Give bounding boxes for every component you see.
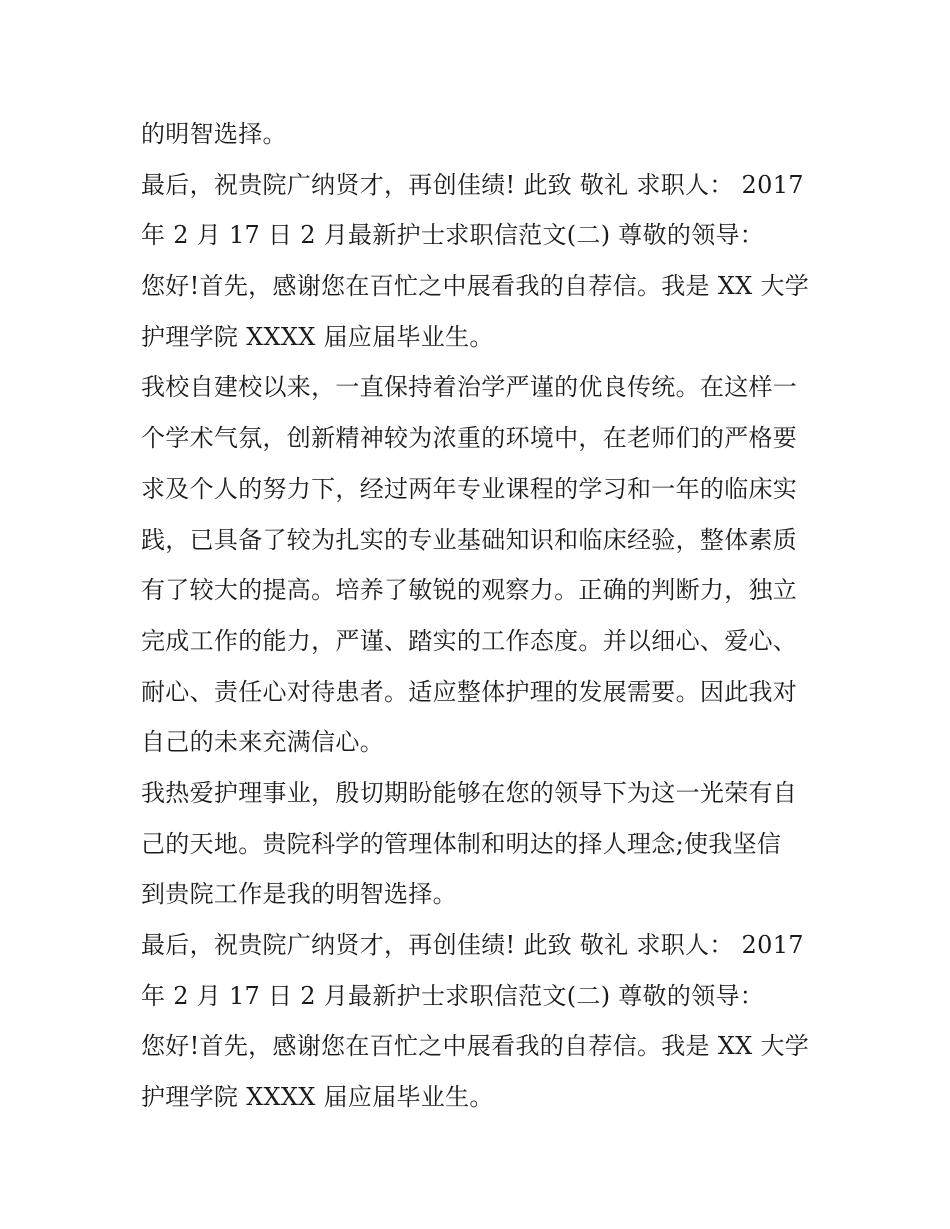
text-line: 己的天地。贵院科学的管理体制和明达的择人理念;使我坚信: [141, 829, 782, 858]
text-line: 护理学院 XXXX 届应届毕业生。: [141, 1083, 494, 1112]
text-line: 个学术气氛，创新精神较为浓重的环境中，在老师们的严格要: [141, 424, 798, 453]
text-line: 有了较大的提高。培养了敏锐的观察力。正确的判断力，独立: [141, 576, 798, 605]
text-line: 践，已具备了较为扎实的专业基础知识和临床经验，整体素质: [141, 525, 798, 554]
text-line: 您好!首先，感谢您在百忙之中展看我的自荐信。我是 XX 大学: [141, 1032, 810, 1061]
text-line: 最后，祝贵院广纳贤才，再创佳绩! 此致 敬礼 求职人： 2017: [141, 170, 804, 199]
text-line: 的明智选择。: [141, 120, 287, 148]
text-line: 我热爱护理事业，殷切期盼能够在您的领导下为这一光荣有自: [141, 778, 798, 807]
text-line: 完成工作的能力，严谨、踏实的工作态度。并以细心、爱心、: [141, 626, 798, 655]
document-body: [141, 109, 821, 1123]
text-line: 年 2 月 17 日 2 月最新护士求职信范文(二) 尊敬的领导：: [141, 221, 765, 250]
text-line: 您好!首先，感谢您在百忙之中展看我的自荐信。我是 XX 大学: [141, 272, 810, 301]
text-line: 求及个人的努力下，经过两年专业课程的学习和一年的临床实: [141, 474, 798, 503]
text-line: 耐心、责任心对待患者。适应整体护理的发展需要。因此我对: [141, 677, 798, 706]
text-line: 年 2 月 17 日 2 月最新护士求职信范文(二) 尊敬的领导：: [141, 981, 765, 1010]
text-line: 最后，祝贵院广纳贤才，再创佳绩! 此致 敬礼 求职人： 2017: [141, 931, 804, 959]
text-line: 自己的未来充满信心。: [141, 728, 384, 757]
text-line: 到贵院工作是我的明智选择。: [141, 880, 457, 909]
text-line: 我校自建校以来，一直保持着治学严谨的优良传统。在这样一: [141, 373, 798, 402]
text-line: 护理学院 XXXX 届应届毕业生。: [141, 322, 494, 351]
